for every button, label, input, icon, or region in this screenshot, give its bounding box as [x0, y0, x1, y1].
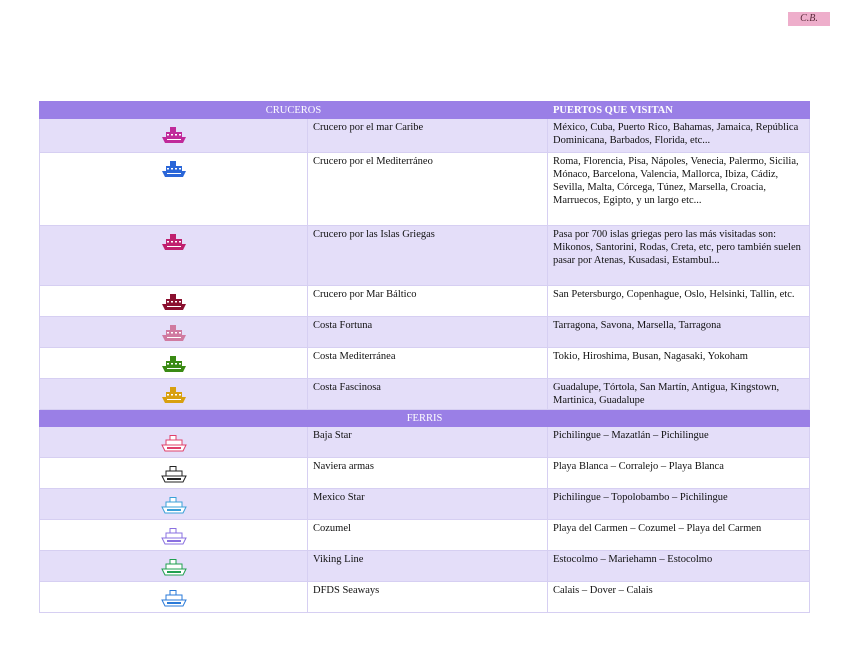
ports-list: Estocolmo – Mariehamn – Estocolmo	[548, 551, 810, 582]
ports-column-header: PUERTOS QUE VISITAN	[548, 102, 810, 119]
ferry-icon	[40, 427, 308, 458]
cruise-row	[40, 119, 810, 153]
author-initials: C.B.	[788, 12, 830, 26]
ports-list: Playa del Carmen – Cozumel – Playa del Carmen	[548, 520, 810, 551]
ship-name: Costa Fortuna	[308, 317, 548, 348]
cruceros-title: CRUCEROS	[40, 102, 548, 119]
cruise-row	[40, 379, 810, 410]
ships-table	[39, 101, 810, 613]
ports-list: Tokio, Hiroshima, Busan, Nagasaki, Yokoham	[548, 348, 810, 379]
ports-list: Pasa por 700 islas griegas pero las más visitadas son: Mikonos, Santorini, Rodas, Creta, etc, pero también suelen pasar por Atenas, Kusadasi, Estambul...	[548, 226, 810, 286]
ship-name: Viking Line	[308, 551, 548, 582]
ports-list: Playa Blanca – Corralejo – Playa Blanca	[548, 458, 810, 489]
ferry-row	[40, 427, 810, 458]
cruise-row	[40, 286, 810, 317]
ports-list: San Petersburgo, Copenhague, Oslo, Helsinki, Tallin, etc.	[548, 286, 810, 317]
cruise-ship-icon	[40, 317, 308, 348]
ship-name: Naviera armas	[308, 458, 548, 489]
ports-list: Tarragona, Savona, Marsella, Tarragona	[548, 317, 810, 348]
ferry-row	[40, 458, 810, 489]
ferry-icon	[40, 489, 308, 520]
ship-name: Mexico Star	[308, 489, 548, 520]
ship-name: Crucero por las Islas Griegas	[308, 226, 548, 286]
ship-name: Costa Mediterránea	[308, 348, 548, 379]
cruise-row	[40, 153, 810, 226]
ports-list: Calais – Dover – Calais	[548, 582, 810, 613]
ferry-icon	[40, 458, 308, 489]
cruise-ship-icon	[40, 348, 308, 379]
ferris-title: FERRIS	[40, 410, 810, 427]
ship-name: Crucero por el Mediterráneo	[308, 153, 548, 226]
ports-list: Pichilingue – Mazatlán – Pichilingue	[548, 427, 810, 458]
ports-list: México, Cuba, Puerto Rico, Bahamas, Jamaica, República Dominicana, Barbados, Florida, etc...	[548, 119, 810, 153]
ferry-row	[40, 520, 810, 551]
ports-list: Roma, Florencia, Pisa, Nápoles, Venecia, Palermo, Sicilia, Mónaco, Barcelona, Valencia, Mallorca, Ibiza, Cádiz, Sevilla, Malta, Córcega, Túnez, Marsella, Croacia, Marruecos, Egipto, y un largo etc...	[548, 153, 810, 226]
ferris-header-row	[40, 410, 810, 427]
cruise-ship-icon	[40, 286, 308, 317]
cruise-row	[40, 317, 810, 348]
ship-name: Crucero por Mar Báltico	[308, 286, 548, 317]
cruise-row	[40, 226, 810, 286]
cruise-ship-icon	[40, 379, 308, 410]
cruceros-header-row	[40, 102, 810, 119]
ship-name: Cozumel	[308, 520, 548, 551]
cruise-row	[40, 348, 810, 379]
ports-list: Guadalupe, Tórtola, San Martín, Antigua, Kingstown, Martinica, Guadalupe	[548, 379, 810, 410]
ferry-icon	[40, 582, 308, 613]
ferry-icon	[40, 520, 308, 551]
ferry-row	[40, 551, 810, 582]
ferry-row	[40, 489, 810, 520]
ship-name: DFDS Seaways	[308, 582, 548, 613]
cruise-ship-icon	[40, 153, 308, 226]
ship-name: Crucero por el mar Caribe	[308, 119, 548, 153]
ports-list: Pichilingue – Topolobambo – Pichilingue	[548, 489, 810, 520]
cruise-ship-icon	[40, 119, 308, 153]
ferry-icon	[40, 551, 308, 582]
ferry-row	[40, 582, 810, 613]
ship-name: Baja Star	[308, 427, 548, 458]
cruise-ship-icon	[40, 226, 308, 286]
ship-name: Costa Fascinosa	[308, 379, 548, 410]
